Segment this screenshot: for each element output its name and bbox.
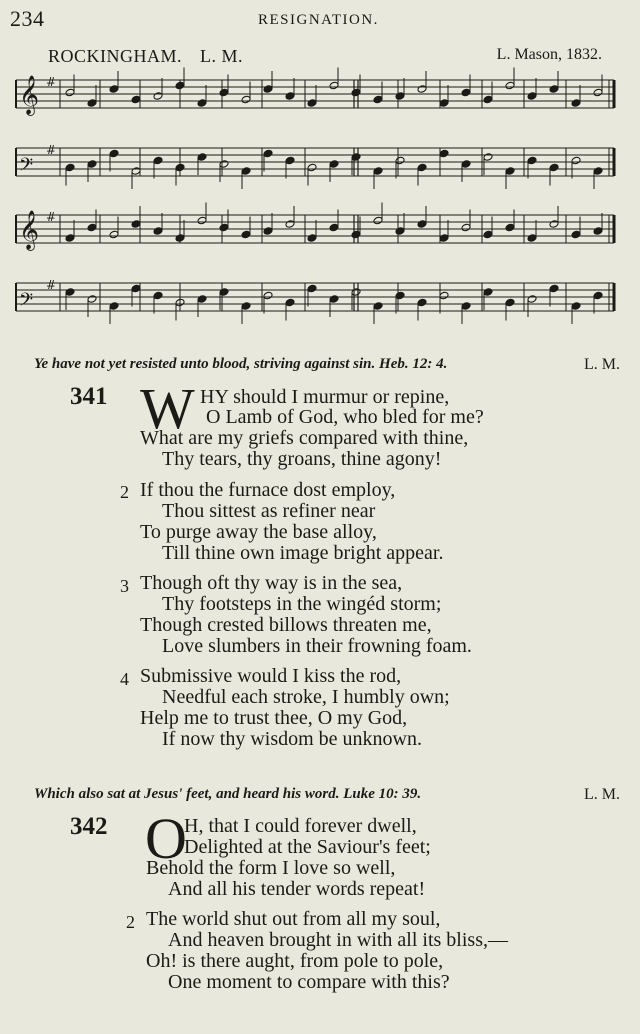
staff-systems <box>16 68 614 325</box>
note-head <box>241 167 251 176</box>
note-head <box>285 220 295 229</box>
note-head <box>505 223 515 232</box>
tune-meter: L. M. <box>200 46 244 66</box>
running-header: RESIGNATION. <box>258 12 379 28</box>
note-head <box>461 223 471 232</box>
note-head <box>219 88 229 97</box>
verse-line: Though oft thy way is in the sea, <box>140 572 403 594</box>
note-head <box>483 95 493 104</box>
note-head <box>549 163 559 172</box>
note-head <box>285 298 295 307</box>
note-head <box>307 99 317 108</box>
note-head <box>373 95 383 104</box>
note-head <box>395 156 405 165</box>
tune-name: ROCKINGHAM. <box>48 46 183 66</box>
note-head <box>373 167 383 176</box>
note-head <box>351 288 361 297</box>
note-head <box>65 163 75 172</box>
note-head <box>307 234 317 243</box>
note-head <box>153 92 163 101</box>
note-head <box>263 227 273 236</box>
first-line-341: HY should I murmur or repine, <box>200 386 450 408</box>
verse-line: Thy tears, thy groans, thine agony! <box>162 448 442 470</box>
note-head <box>197 216 207 225</box>
note-head <box>219 223 229 232</box>
note-head <box>373 216 383 225</box>
note-head <box>241 230 251 239</box>
note-head <box>109 230 119 239</box>
note-head <box>395 227 405 236</box>
tune-composer: L. Mason, 1832. <box>496 46 602 63</box>
music-score <box>0 0 640 340</box>
page-number: 234 <box>10 6 45 31</box>
note-head <box>109 149 119 158</box>
epigraph-342: Which also sat at Jesus' feet, and heard his word. Luke 10: 39. <box>34 786 422 802</box>
note-head <box>417 298 427 307</box>
note-head <box>417 85 427 94</box>
verse-line: What are my griefs compared with thine, <box>140 427 469 449</box>
treble-clef-icon: 𝄞 <box>19 210 40 250</box>
note-head <box>87 223 97 232</box>
note-head <box>439 99 449 108</box>
note-head <box>131 167 141 176</box>
note-head <box>65 88 75 97</box>
note-head <box>131 284 141 293</box>
note-head <box>571 156 581 165</box>
verse-line: Love slumbers in their frowning foam. <box>162 635 472 657</box>
note-head <box>351 88 361 97</box>
note-head <box>549 220 559 229</box>
verse-line: If now thy wisdom be unknown. <box>162 728 422 750</box>
note-head <box>65 288 75 297</box>
note-head <box>593 88 603 97</box>
note-head <box>483 153 493 162</box>
note-head <box>87 99 97 108</box>
verse-line: And all his tender words repeat! <box>168 878 426 900</box>
note-head <box>153 227 163 236</box>
note-head <box>527 295 537 304</box>
note-head <box>527 92 537 101</box>
note-head <box>329 81 339 90</box>
epigraph-341: Ye have not yet resisted unto blood, striving against sin. Heb. 12: 4. <box>34 356 448 372</box>
note-head <box>219 160 229 169</box>
verse-line: Oh! is there aught, from pole to pole, <box>146 950 444 972</box>
note-head <box>175 234 185 243</box>
note-head <box>197 153 207 162</box>
sharp-icon: # <box>46 210 57 224</box>
verse-line: To purge away the base alloy, <box>140 521 377 543</box>
note-head <box>87 295 97 304</box>
note-head <box>483 288 493 297</box>
sharp-icon: # <box>46 75 57 89</box>
note-head <box>439 149 449 158</box>
note-head <box>593 227 603 236</box>
note-head <box>527 156 537 165</box>
note-head <box>285 156 295 165</box>
note-head <box>175 163 185 172</box>
note-head <box>417 220 427 229</box>
note-head <box>263 85 273 94</box>
verse-line: Thy footsteps in the wingéd storm; <box>162 593 442 615</box>
note-head <box>131 220 141 229</box>
note-head <box>571 302 581 311</box>
note-head <box>461 88 471 97</box>
note-head <box>351 153 361 162</box>
note-head <box>439 234 449 243</box>
note-head <box>505 167 515 176</box>
note-head <box>549 284 559 293</box>
note-head <box>153 291 163 300</box>
note-head <box>373 302 383 311</box>
stanza-number: 2 <box>126 912 135 932</box>
hymn-number-341: 341 <box>70 383 108 410</box>
note-head <box>307 163 317 172</box>
meter-341: L. M. <box>584 356 620 373</box>
note-head <box>65 234 75 243</box>
note-head <box>197 99 207 108</box>
sharp-icon: # <box>46 143 57 157</box>
verse-line: Help me to trust thee, O my God, <box>140 707 408 729</box>
stanza-number: 3 <box>120 576 129 596</box>
bass-clef-icon: 𝄢 <box>19 290 34 315</box>
verse-line: Needful each stroke, I humbly own; <box>162 686 450 708</box>
first-line-342: H, that I could forever dwell, <box>184 815 417 837</box>
note-head <box>505 298 515 307</box>
verse-line: If thou the furnace dost employ, <box>140 479 396 501</box>
verse-line: Delighted at the Saviour's feet; <box>184 836 431 858</box>
hymn-number-342: 342 <box>70 813 108 840</box>
note-head <box>593 291 603 300</box>
note-head <box>527 234 537 243</box>
note-head <box>109 85 119 94</box>
dropcap-342: O <box>145 806 187 871</box>
verse-line: O Lamb of God, who bled for me? <box>206 406 484 428</box>
note-head <box>395 92 405 101</box>
note-head <box>417 163 427 172</box>
note-head <box>263 149 273 158</box>
bass-clef-icon: 𝄢 <box>19 155 34 180</box>
verse-line: The world shut out from all my soul, <box>146 908 441 930</box>
verse-line: Though crested billows threaten me, <box>140 614 432 636</box>
dropcap-341: W <box>140 376 195 441</box>
sharp-icon: # <box>46 278 57 292</box>
note-head <box>571 99 581 108</box>
verse-line: And heaven brought in with all its bliss,— <box>168 929 508 951</box>
treble-clef-icon: 𝄞 <box>19 75 40 115</box>
note-head <box>395 291 405 300</box>
note-head <box>109 302 119 311</box>
note-head <box>153 156 163 165</box>
note-head <box>175 81 185 90</box>
verse-line: Behold the form I love so well, <box>146 857 396 879</box>
note-head <box>219 288 229 297</box>
verse-line: Submissive would I kiss the rod, <box>140 665 402 687</box>
meter-342: L. M. <box>584 786 620 803</box>
note-head <box>263 291 273 300</box>
note-head <box>241 95 251 104</box>
note-head <box>329 295 339 304</box>
note-head <box>571 230 581 239</box>
stanza-number: 2 <box>120 482 129 502</box>
note-head <box>593 167 603 176</box>
note-head <box>461 302 471 311</box>
note-head <box>461 160 471 169</box>
verse-line: One moment to compare with this? <box>168 971 450 993</box>
note-head <box>329 223 339 232</box>
note-head <box>329 160 339 169</box>
note-head <box>197 295 207 304</box>
note-head <box>483 230 493 239</box>
verse-line: Thou sittest as refiner near <box>162 500 376 522</box>
note-head <box>285 92 295 101</box>
note-head <box>439 291 449 300</box>
note-head <box>87 160 97 169</box>
verse-line: Till thine own image bright appear. <box>162 542 444 564</box>
note-head <box>549 85 559 94</box>
note-head <box>131 95 141 104</box>
note-head <box>307 284 317 293</box>
note-head <box>505 81 515 90</box>
note-head <box>351 230 361 239</box>
stanza-number: 4 <box>120 669 129 689</box>
note-head <box>241 302 251 311</box>
